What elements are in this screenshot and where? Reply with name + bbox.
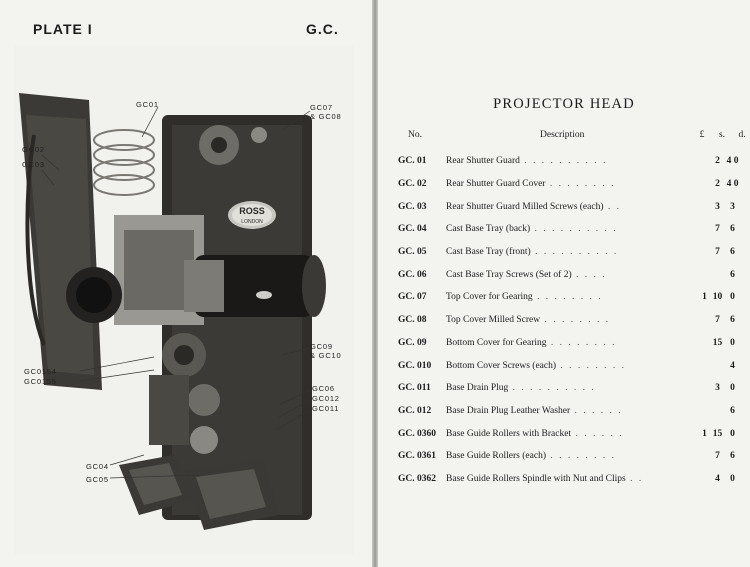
dot-leader: . . . . . . (570, 405, 623, 416)
table-row (378, 195, 750, 218)
part-code: GC. 011 (398, 383, 431, 394)
callout-gc03: GC03 (22, 160, 45, 169)
part-description-cell (446, 224, 694, 234)
part-code: GC. 05 (398, 247, 427, 258)
callout-gc06: GC06 (312, 384, 335, 393)
part-description-cell (446, 429, 694, 439)
dot-leader: . . . . . . . . . . (530, 247, 619, 258)
price-pence: 6 (730, 315, 735, 326)
part-code: GC. 08 (398, 315, 427, 326)
part-description: Bottom Cover Screws (each) (446, 360, 557, 371)
plate-label: PLATE I (33, 21, 93, 37)
part-description: Base Guide Rollers Spindle with Nut and Clips (446, 473, 626, 484)
price-shillings: 2 (715, 156, 720, 167)
part-code: GC. 06 (398, 269, 427, 280)
table-row (378, 332, 750, 355)
price-pence: 0 (730, 428, 735, 439)
part-code: GC. 01 (398, 156, 427, 167)
dot-leader: . . (625, 473, 644, 484)
price-pounds: 1 (702, 428, 707, 439)
price-pounds: 1 (702, 292, 707, 303)
right-page (378, 0, 750, 567)
part-code: GC. 010 (398, 360, 432, 371)
price-shillings: 7 (715, 451, 720, 462)
callout-gc08: & GC08 (310, 112, 342, 121)
price-pence: 0 (730, 337, 735, 348)
part-code: GC. 012 (398, 405, 432, 416)
table-row (378, 422, 750, 445)
part-code: GC. 0360 (398, 428, 436, 439)
dot-leader: . . . . . . . . . . (519, 156, 608, 167)
part-code: GC. 09 (398, 337, 427, 348)
table-row (378, 377, 750, 400)
price-pence: 0 (730, 383, 735, 394)
callout-gc01: GC01 (136, 100, 159, 109)
callout-gc012: GC012 (312, 394, 340, 403)
part-description-cell (446, 202, 694, 212)
dot-leader: . . . . . . (571, 428, 624, 439)
dot-leader: . . . . . . . . (546, 337, 617, 348)
price-pence: 6 (730, 405, 735, 416)
projector-head-photo (14, 45, 354, 555)
part-description: Top Cover for Gearing (446, 292, 533, 303)
table-row (378, 173, 750, 196)
part-code: GC. 03 (398, 201, 427, 212)
price-shillings: 2 (715, 179, 720, 190)
price-shillings: 4 (715, 473, 720, 484)
dot-leader: . . . . . . . . (545, 451, 616, 462)
price-shillings: 7 (715, 315, 720, 326)
part-code: GC. 02 (398, 179, 427, 190)
price-pence: 0 (730, 473, 735, 484)
dot-leader: . . . . . . . . (540, 315, 611, 326)
plate-code: G.C. (306, 21, 339, 37)
part-description-cell (446, 247, 694, 257)
price-pence: 4 (730, 360, 735, 371)
table-row (378, 354, 750, 377)
dot-leader: . . (603, 201, 621, 212)
parts-table (378, 150, 750, 490)
part-code: GC. 04 (398, 224, 427, 235)
price-pence: 4 0 (726, 179, 739, 190)
callout-gc011: GC011 (312, 404, 340, 413)
price-shillings: 3 (715, 383, 720, 394)
table-row (378, 286, 750, 309)
callout-gc02: GC02 (22, 145, 45, 154)
part-description-cell (446, 383, 694, 393)
part-description-cell (446, 406, 694, 416)
part-description-cell (446, 338, 694, 348)
column-header-shillings: s. (718, 130, 726, 140)
price-shillings: 3 (715, 201, 720, 212)
column-header-description: Description (540, 130, 585, 140)
badge-ross: ROSS (239, 206, 265, 216)
part-description-cell (446, 292, 694, 302)
column-header-no: No. (408, 130, 422, 140)
table-row (378, 309, 750, 332)
callout-gc0155: GC0155 (24, 377, 57, 386)
column-header-pence: d. (738, 130, 746, 140)
price-shillings: 10 (712, 292, 723, 303)
part-description: Rear Shutter Guard Cover (446, 179, 546, 190)
callout-gc0154: GC0154 (24, 367, 57, 376)
price-shillings: 7 (715, 224, 720, 235)
dot-leader: . . . . . . . . . . (508, 383, 596, 394)
price-pence: 6 (730, 269, 735, 280)
left-page (0, 0, 374, 567)
part-code: GC. 0362 (398, 473, 436, 484)
part-description: Base Drain Plug (446, 383, 509, 394)
page-title: PROJECTOR HEAD (493, 96, 635, 112)
part-description-cell (446, 156, 694, 166)
callout-gc010: & GC10 (310, 351, 342, 360)
table-row (378, 241, 750, 264)
dot-leader: . . . . . . . . . . (530, 224, 618, 235)
callout-gc07: GC07 (310, 103, 333, 112)
price-shillings: 15 (712, 428, 723, 439)
table-row (378, 445, 750, 468)
price-pence: 6 (730, 224, 735, 235)
part-description: Rear Shutter Guard (446, 156, 520, 167)
price-pence: 0 (730, 292, 735, 303)
part-description-cell (446, 451, 694, 461)
table-row (378, 150, 750, 173)
part-description-cell (446, 315, 694, 325)
part-description: Base Drain Plug Leather Washer (446, 405, 571, 416)
part-description: Cast Base Tray (back) (446, 224, 531, 235)
dot-leader: . . . . . . . . (556, 360, 627, 371)
part-description: Cast Base Tray Screws (Set of 2) (446, 269, 572, 280)
part-description: Top Cover Milled Screw (446, 315, 541, 326)
dot-leader: . . . . (571, 269, 607, 280)
part-description: Base Guide Rollers with Bracket (446, 428, 572, 439)
badge-london: LONDON (241, 219, 263, 225)
callout-gc05: GC05 (86, 475, 109, 484)
part-description: Bottom Cover for Gearing (446, 337, 547, 348)
table-row (378, 263, 750, 286)
price-pence: 4 0 (726, 156, 739, 167)
part-description: Base Guide Rollers (each) (446, 451, 546, 462)
part-code: GC. 0361 (398, 451, 436, 462)
callout-gc09: GC09 (310, 342, 333, 351)
price-pence: 6 (730, 451, 735, 462)
price-shillings: 7 (715, 247, 720, 258)
price-shillings: 15 (712, 337, 723, 348)
table-row (378, 468, 750, 491)
callout-gc04: GC04 (86, 462, 109, 471)
part-description-cell (446, 270, 694, 280)
part-description: Rear Shutter Guard Milled Screws (each) (446, 201, 604, 212)
price-pence: 3 (730, 201, 735, 212)
table-row (378, 218, 750, 241)
table-row (378, 400, 750, 423)
dot-leader: . . . . . . . . (532, 292, 603, 303)
part-description-cell (446, 361, 694, 371)
part-description: Cast Base Tray (front) (446, 247, 531, 258)
part-code: GC. 07 (398, 292, 427, 303)
part-description-cell (446, 474, 694, 484)
part-description-cell (446, 179, 694, 189)
column-header-pounds: £ (699, 130, 705, 140)
price-pence: 6 (730, 247, 735, 258)
dot-leader: . . . . . . . . (545, 179, 616, 190)
column-header-money (696, 130, 748, 140)
